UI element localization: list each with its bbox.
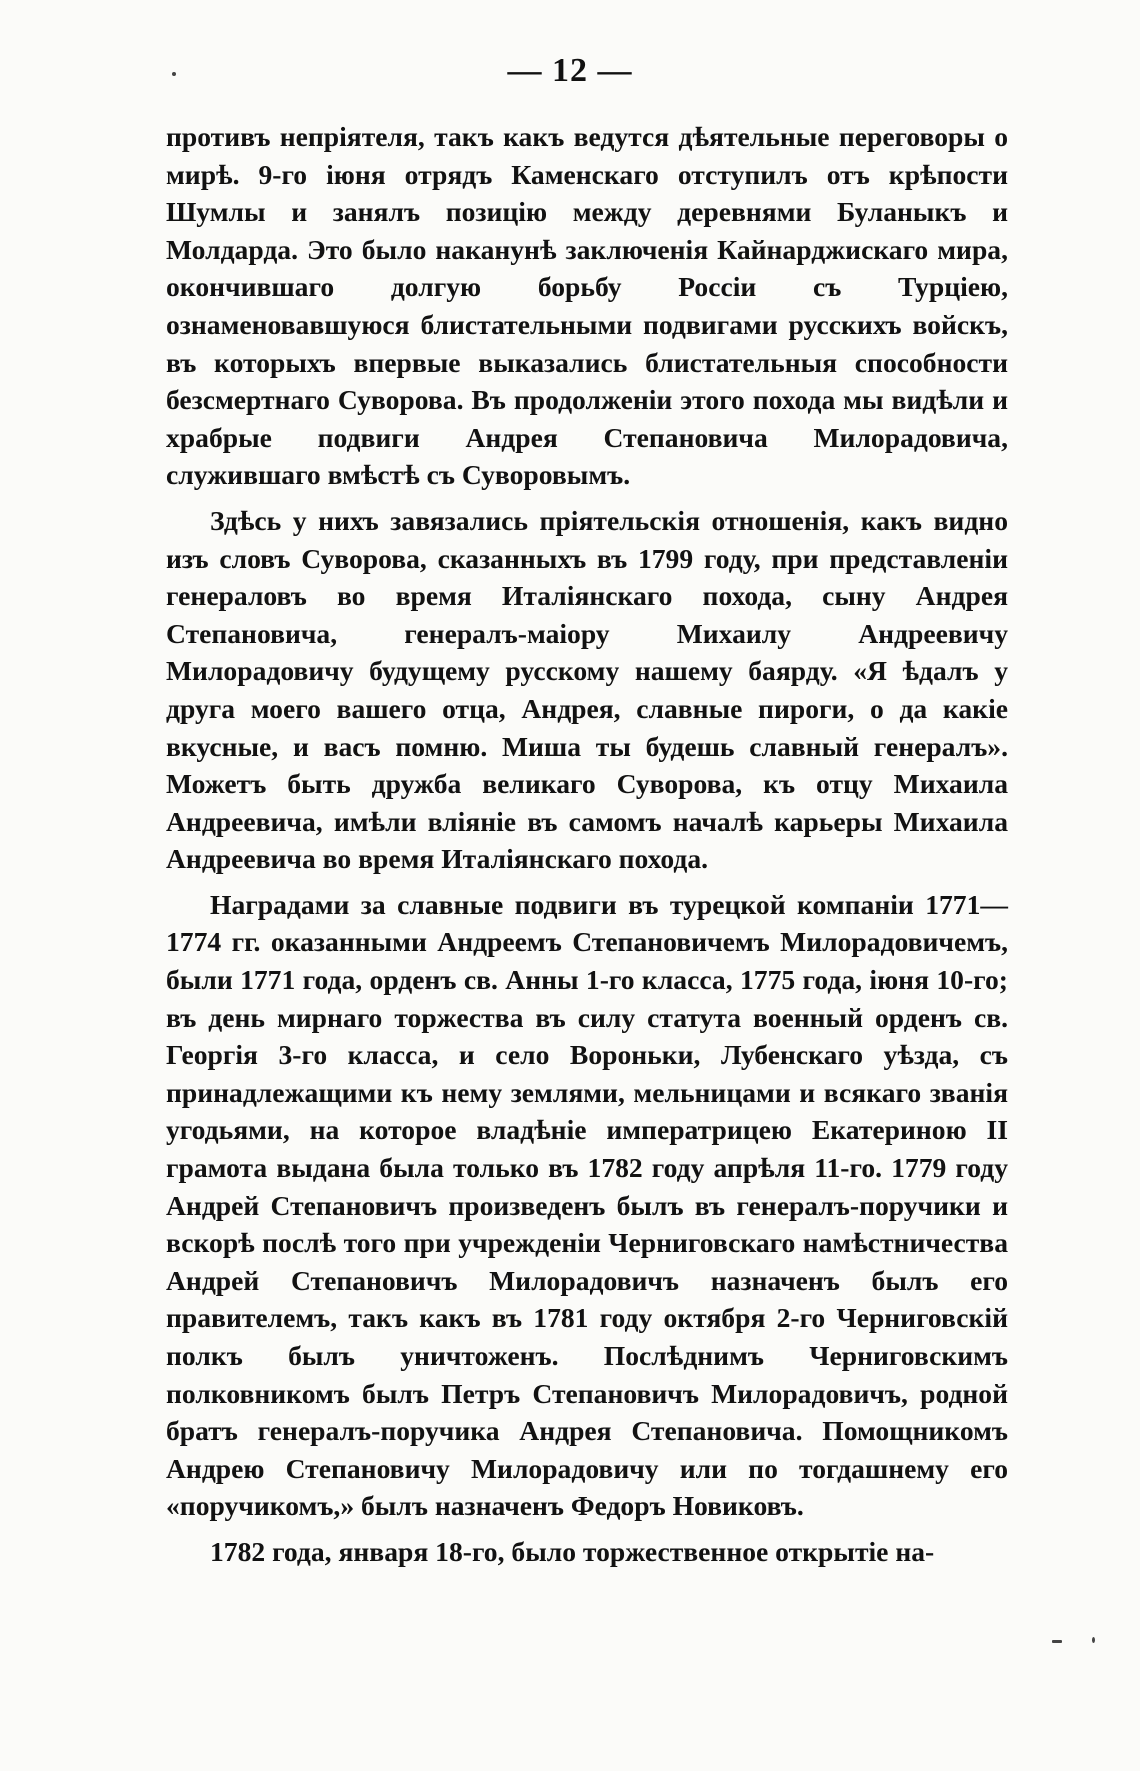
scan-speck	[1092, 1637, 1095, 1643]
paragraph-3: Наградами за славные подвиги въ турецкой компаніи 1771—1774 гг. оказанными Андреемъ Степановичемъ Милорадовичемъ, были 1771 года, орденъ св. Анны 1-го класса, 1775 года, іюня 10-го; въ день мирнаго торжества въ силу статута военный орденъ св. Георгія 3-го класса, и село Вороньки, Лубенскаго уѣзда, съ принадлежащими къ нему землями, мельницами и всякаго званія угодьями, на которое владѣніе императрицею Екатериною II грамота выдана была только въ 1782 году апрѣля 11-го. 1779 году Андрей Степановичъ произведенъ былъ въ генералъ-поручики и вскорѣ послѣ того при учрежденіи Черниговскаго намѣстничества Андрей Степановичъ Милорадовичъ назначенъ былъ его правителемъ, такъ какъ въ 1781 году октября 2-го Черниговскій полкъ былъ уничтоженъ. Послѣднимъ Черниговскимъ полковникомъ былъ Петръ Степановичъ Милорадовичъ, родной братъ генералъ-поручика Андрея Степановича. Помощникомъ Андрею Степановичу Милорадовичу или по тогдашнему его «поручикомъ,» былъ назначенъ Федоръ Новиковъ.	[166, 888, 1008, 1522]
paragraph-1: противъ непріятеля, такъ какъ ведутся дѣятельные переговоры о мирѣ. 9-го іюня отрядъ Каменскаго отступилъ отъ крѣпости Шумлы и занялъ позицію между деревнями Буланыкъ и Молдарда. Это было наканунѣ заключенія Кайнарджискаго мира, окончившаго долгую борьбу Россіи съ Турціею, ознаменовавшуюся блистательными подвигами русскихъ войскъ, въ которыхъ впервые выказались блистательныя способности безсмертнаго Суворова. Въ продолженіи этого похода мы видѣли и храбрые подвиги Андрея Степановича Милорадовича, служившаго вмѣстѣ съ Суворовымъ.	[166, 121, 1008, 491]
scan-speck	[1052, 1640, 1062, 1643]
paragraph-2: Здѣсь у нихъ завязались пріятельскія отношенія, какъ видно изъ словъ Суворова, сказанныхъ въ 1799 году, при представленіи генераловъ во время Италіянскаго похода, сыну Андрея Степановича, генералъ-маіору Михаилу Андреевичу Милорадовичу будущему русскому нашему баярду. «Я ѣдалъ у друга моего вашего отца, Андрея, славные пироги, о да какіе вкусные, и васъ помню. Миша ты будешь славный генералъ». Можетъ быть дружба великаго Суворова, къ отцу Михаила Андреевича, имѣли вліяніе въ самомъ началѣ карьеры Михаила Андреевича во время Италіянскаго похода.	[166, 504, 1008, 875]
page-number: — 12 —	[507, 52, 633, 89]
body-text	[166, 118, 1008, 1579]
paragraph-4: 1782 года, января 18-го, было торжественное открытіе на-	[210, 1535, 935, 1567]
scan-speck	[172, 72, 176, 76]
